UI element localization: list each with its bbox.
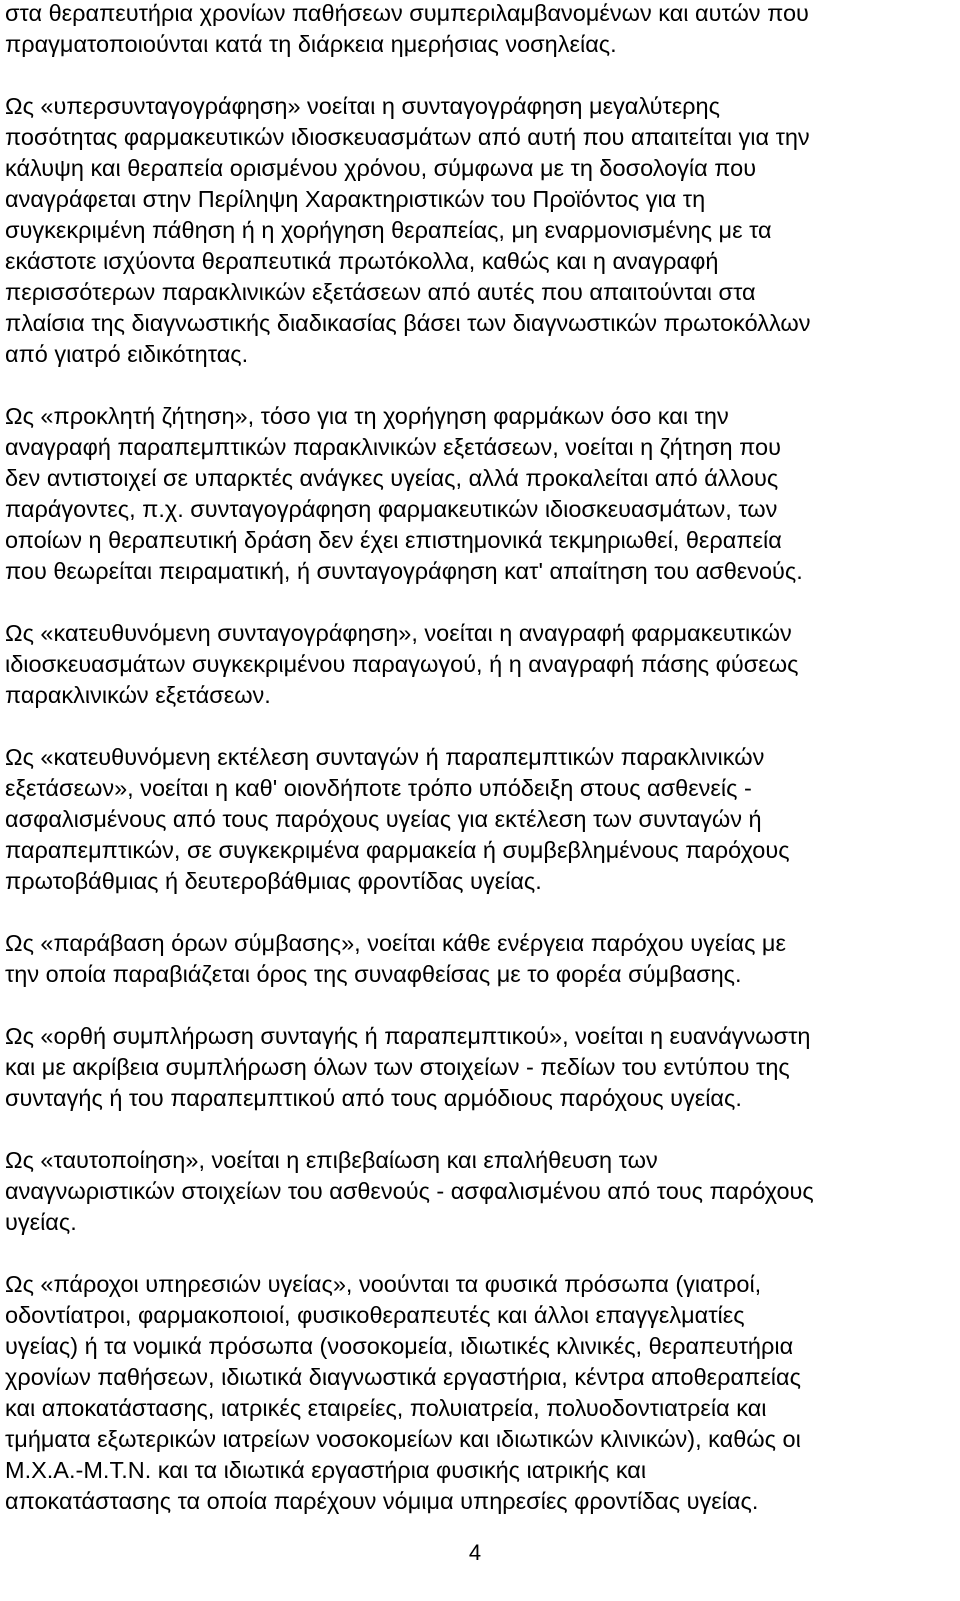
paragraph — [5, 401, 955, 587]
text-line: υγείας) ή τα νομικά πρόσωπα (νοσοκομεία, ιδιωτικές κλινικές, θεραπευτήρια — [5, 1333, 794, 1359]
paragraph — [5, 1021, 955, 1114]
text-line: παράγοντες, π.χ. συνταγογράφηση φαρμακευτικών ιδιοσκευασμάτων, των — [5, 496, 778, 522]
text-line: Ως «υπερσυνταγογράφηση» νοείται η συνταγογράφηση μεγαλύτερης — [5, 93, 720, 119]
text-line: Ως «προκλητή ζήτηση», τόσο για τη χορήγηση φαρμάκων όσο και την — [5, 403, 729, 429]
text-line: αναγράφεται στην Περίληψη Χαρακτηριστικών του Προϊόντος για τη — [5, 186, 706, 212]
text-line: ποσότητας φαρμακευτικών ιδιοσκευασμάτων από αυτή που απαιτείται για την — [5, 124, 810, 150]
text-line: περισσότερων παρακλινικών εξετάσεων από αυτές που απαιτούνται στα — [5, 279, 756, 305]
paragraph — [5, 1269, 955, 1517]
text-line: Ως «ορθή συμπλήρωση συνταγής ή παραπεμπτικού», νοείται η ευανάγνωστη — [5, 1023, 811, 1049]
text-line: Ως «ταυτοποίηση», νοείται η επιβεβαίωση και επαλήθευση των — [5, 1147, 658, 1173]
text-line: Ως «παράβαση όρων σύμβασης», νοείται κάθε ενέργεια παρόχου υγείας με — [5, 930, 786, 956]
text-line: Ως «κατευθυνόμενη συνταγογράφηση», νοείται η αναγραφή φαρμακευτικών — [5, 620, 792, 646]
text-line: πρωτοβάθμιας ή δευτεροβάθμιας φροντίδας υγείας. — [5, 868, 542, 894]
text-line: στα θεραπευτήρια χρονίων παθήσεων συμπεριλαμβανομένων και αυτών που — [5, 0, 809, 26]
text-line: από γιατρό ειδικότητας. — [5, 341, 249, 367]
text-line: που θεωρείται πειραματική, ή συνταγογράφηση κατ' απαίτηση του ασθενούς. — [5, 558, 803, 584]
text-line: υγείας. — [5, 1209, 77, 1235]
text-line: συνταγής ή του παραπεμπτικού από τους αρμόδιους παρόχους υγείας. — [5, 1085, 742, 1111]
document-page — [5, 0, 955, 1548]
paragraph — [5, 618, 955, 711]
text-line: Ως «πάροχοι υπηρεσιών υγείας», νοούνται τα φυσικά πρόσωπα (γιατροί, — [5, 1271, 762, 1297]
text-line: δεν αντιστοιχεί σε υπαρκτές ανάγκες υγείας, αλλά προκαλείται από άλλους — [5, 465, 779, 491]
text-line: και αποκατάστασης, ιατρικές εταιρείες, πολυιατρεία, πολυοδοντιατρεία και — [5, 1395, 767, 1421]
text-line: ασφαλισμένους από τους παρόχους υγείας για εκτέλεση των συνταγών ή — [5, 806, 762, 832]
text-line: Ως «κατευθυνόμενη εκτέλεση συνταγών ή παραπεμπτικών παρακλινικών — [5, 744, 765, 770]
text-line: και με ακρίβεια συμπλήρωση όλων των στοιχείων - πεδίων του εντύπου της — [5, 1054, 790, 1080]
page-number: 4 — [468, 1540, 482, 1565]
text-line: κάλυψη και θεραπεία ορισμένου χρόνου, σύμφωνα με τη δοσολογία που — [5, 155, 757, 181]
text-line: παρακλινικών εξετάσεων. — [5, 682, 271, 708]
text-line: τμήματα εξωτερικών ιατρείων νοσοκομείων και ιδιωτικών κλινικών), καθώς οι — [5, 1426, 801, 1452]
text-line: αποκατάστασης τα οποία παρέχουν νόμιμα υπηρεσίες φροντίδας υγείας. — [5, 1488, 759, 1514]
paragraph — [5, 91, 955, 370]
text-line: αναγραφή παραπεμπτικών παρακλινικών εξετάσεων, νοείται η ζήτηση που — [5, 434, 781, 460]
text-line: παραπεμπτικών, σε συγκεκριμένα φαρμακεία ή συμβεβλημένους παρόχους — [5, 837, 790, 863]
paragraph — [5, 1145, 955, 1238]
text-line: Μ.Χ.Α.-Μ.Τ.Ν. και τα ιδιωτικά εργαστήρια φυσικής ιατρικής και — [5, 1457, 647, 1483]
text-line: συγκεκριμένη πάθηση ή η χορήγηση θεραπείας, μη εναρμονισμένης με τα — [5, 217, 772, 243]
text-line: οποίων η θεραπευτική δράση δεν έχει επιστημονικά τεκμηριωθεί, θεραπεία — [5, 527, 782, 553]
text-line: εξετάσεων», νοείται η καθ' οιονδήποτε τρόπο υπόδειξη στους ασθενείς - — [5, 775, 752, 801]
paragraph — [5, 928, 955, 990]
text-line: πραγματοποιούνται κατά τη διάρκεια ημερήσιας νοσηλείας. — [5, 31, 617, 57]
paragraph — [5, 0, 955, 60]
paragraph — [5, 742, 955, 897]
text-line: οδοντίατροι, φαρμακοποιοί, φυσικοθεραπευτές και άλλοι επαγγελματίες — [5, 1302, 745, 1328]
text-line: αναγνωριστικών στοιχείων του ασθενούς - ασφαλισμένου από τους παρόχους — [5, 1178, 814, 1204]
text-line: ιδιοσκευασμάτων συγκεκριμένου παραγωγού, ή η αναγραφή πάσης φύσεως — [5, 651, 799, 677]
text-line: χρονίων παθήσεων, ιδιωτικά διαγνωστικά εργαστήρια, κέντρα αποθεραπείας — [5, 1364, 801, 1390]
text-line: εκάστοτε ισχύοντα θεραπευτικά πρωτόκολλα, καθώς και η αναγραφή — [5, 248, 719, 274]
text-line: την οποία παραβιάζεται όρος της συναφθείσας με το φορέα σύμβασης. — [5, 961, 742, 987]
text-line: πλαίσια της διαγνωστικής διαδικασίας βάσει των διαγνωστικών πρωτοκόλλων — [5, 310, 811, 336]
